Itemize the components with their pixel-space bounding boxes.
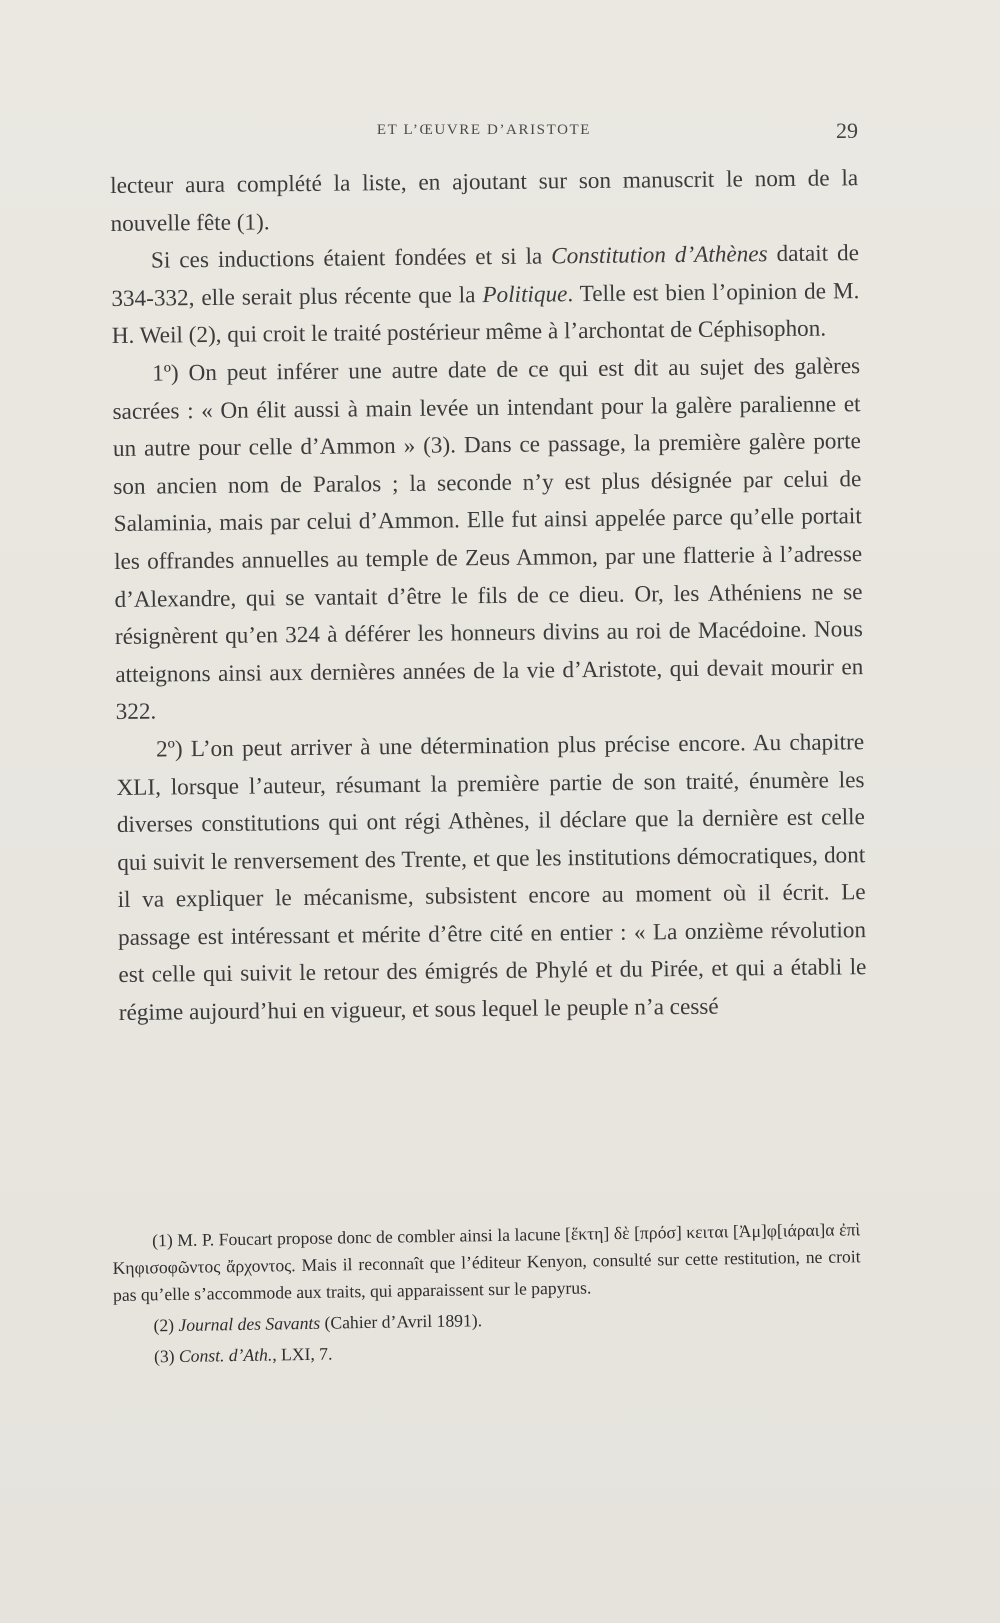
- paragraph-continuation: [110, 160, 859, 243]
- page-number: 29: [836, 118, 858, 143]
- paragraph-text: 1º) On peut inférer une autre date de ce qui est dit au sujet des galères sacrées : « On élit aussi à main levée un intendant pour la galère paralienne et un autre pour celle d’Ammon » (3). Dans ce passage, la première galère porte son ancien nom de Paralos ; la seconde n’y est plus désignée par celui de Salaminia, mais par celui d’Ammon. Elle fut ainsi appelée parce qu’elle portait les offrandes annuelles au temple de Zeus Ammon, par une flatterie à l’adresse d’Alexandre, qui se vantait d’être le fils de ce dieu. Or, les Athéniens ne se résignèrent qu’en 324 à déférer les honneurs divins au roi de Macédoine. Nous atteignons ainsi aux dernières années de la vie d’Aristote, qui devait mourir en 322.: [112, 353, 864, 726]
- page-header: [110, 118, 858, 148]
- footnote-text: (1) M. P. Foucart propose donc de combler ainsi la lacune [ἕκτη] δὲ [πρόσ] κειται [Ἀμ]φ[ιάραι]α ἐπὶ Κηφισοφῶντος ἄρχοντος. Mais il reconnaît que l’éditeur Kenyon, consulté sur cette restitution, ne croit pas qu’elle s’accommode aux traits, qui apparaissent sur le papyrus.: [112, 1219, 861, 1305]
- body-text: [110, 160, 867, 1032]
- italic-title-politique: Politique: [482, 280, 568, 308]
- footnote-italic-title: Const. d’Ath.: [178, 1344, 273, 1366]
- paragraph-text: lecteur aura complété la liste, en ajoutant sur son manuscrit le nom de la nouvelle fête (1).: [110, 165, 859, 237]
- paragraph-text: datait de 334-332, elle serait plus récente que la: [111, 240, 860, 312]
- footnote-marker: (3): [153, 1345, 180, 1367]
- paragraph-inductions: [111, 235, 860, 356]
- footnotes: [112, 1216, 862, 1375]
- paragraph-text: Si ces inductions étaient fondées et si la: [150, 243, 552, 274]
- footnote-text: (Cahier d’Avril 1891).: [319, 1310, 483, 1333]
- paragraph-point-1: [112, 348, 864, 732]
- paragraph-text: . Telle est bien l’opinion de M. H. Weil (2), qui croit le traité postérieur même à l’archontat de Céphisophon.: [111, 277, 860, 350]
- footnote-1: [112, 1216, 861, 1309]
- running-head: ET L’ŒUVRE D’ARISTOTE: [376, 122, 592, 138]
- footnote-text: , LXI, 7.: [272, 1343, 333, 1365]
- footnote-italic-title: Journal des Savants: [178, 1312, 321, 1335]
- footnote-marker: (2): [153, 1314, 179, 1336]
- paragraph-text: 2º) L’on peut arriver à une détermination plus précise encore. Au chapitre XLI, lorsque l’auteur, résumant la première partie de son traité, énumère les diverses constitutions qui ont régi Athènes, il déclare que la dernière est celle qui suivit le renversement des Trente, et que les institutions démocratiques, dont il va expliquer le mécanisme, subsistent encore au moment où il écrit. Le passage est intéressant et mérite d’être cité en entier : « La onzième révolution est celle qui suivit le retour des émigrés de Phylé et du Pirée, et qui a établi le régime aujourd’hui en vigueur, et sous lequel le peuple n’a cessé: [116, 729, 867, 1027]
- paragraph-point-2: [116, 724, 867, 1033]
- italic-title-constitution: Constitution d’Athènes: [551, 241, 768, 270]
